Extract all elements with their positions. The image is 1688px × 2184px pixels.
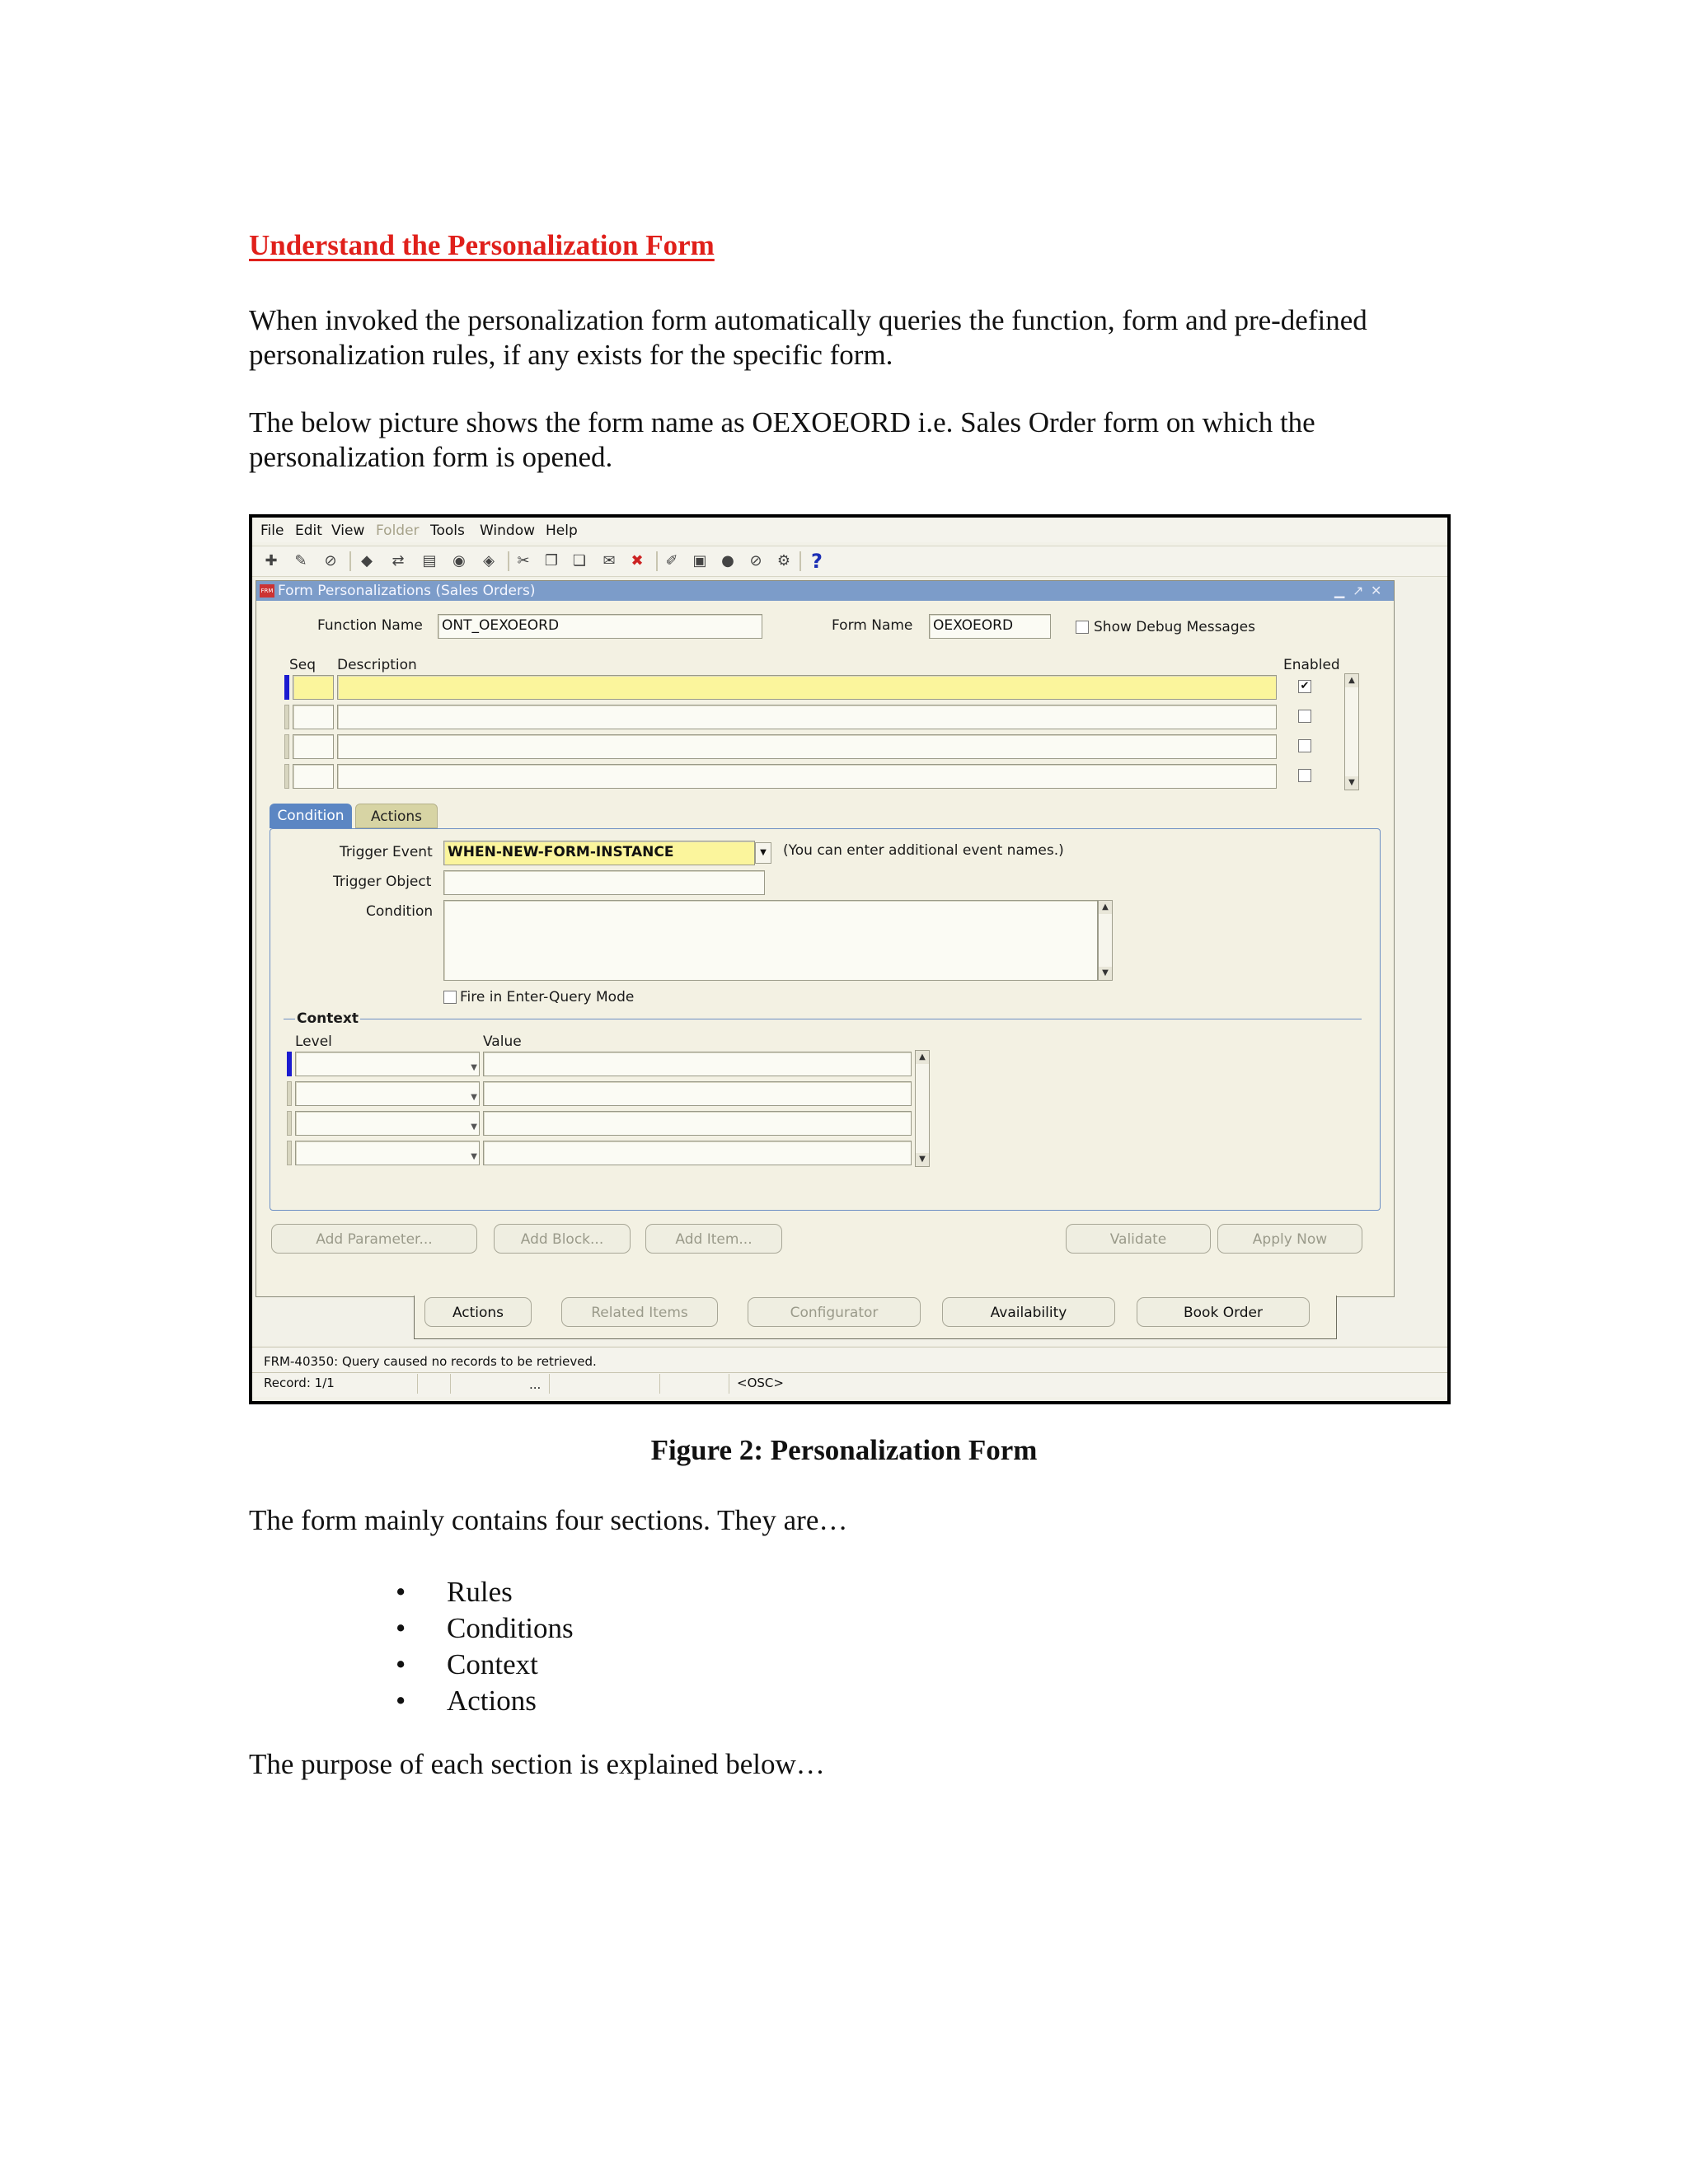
enabled-checkbox[interactable] xyxy=(1298,739,1311,752)
scroll-down-icon[interactable]: ▼ xyxy=(1345,776,1358,790)
navigator-icon[interactable]: ⊘ xyxy=(324,552,337,569)
record-indicator: Record: 1/1 xyxy=(264,1376,335,1390)
form-name-label: Form Name xyxy=(832,617,913,634)
list-item: • Actions xyxy=(396,1683,574,1719)
show-debug-label: Show Debug Messages xyxy=(1094,619,1255,635)
chevron-down-icon[interactable]: ▼ xyxy=(471,1122,477,1132)
next-step-icon[interactable]: ⇄ xyxy=(392,552,405,569)
trigger-event-label: Trigger Event xyxy=(340,844,433,860)
value-field[interactable] xyxy=(483,1052,912,1076)
personalization-form-screenshot xyxy=(249,514,1451,1404)
closing-paragraph: The purpose of each section is explained below… xyxy=(249,1748,825,1780)
menu-edit[interactable]: Edit xyxy=(295,523,322,539)
bullet-icon: • xyxy=(396,1685,406,1717)
trigger-object-field[interactable] xyxy=(443,870,765,895)
seq-field[interactable] xyxy=(293,705,334,729)
value-field[interactable] xyxy=(483,1111,912,1136)
description-field[interactable] xyxy=(337,764,1277,789)
fire-enter-query-label: Fire in Enter-Query Mode xyxy=(460,989,635,1005)
scroll-up-icon[interactable]: ▲ xyxy=(1345,674,1358,687)
value-header: Value xyxy=(483,1033,522,1050)
intro-paragraph: When invoked the personalization form automatically queries the function, form and pre-defined personalization rules, if any exists for the specific form. xyxy=(249,304,1367,371)
chevron-down-icon[interactable]: ▼ xyxy=(755,842,771,864)
rule-row-indicator xyxy=(284,734,289,759)
delete-record-icon[interactable]: ✖ xyxy=(631,552,644,569)
level-select[interactable] xyxy=(295,1081,480,1106)
trigger-event-select[interactable]: WHEN-NEW-FORM-INSTANCE xyxy=(443,841,755,865)
window-titlebar xyxy=(256,581,1394,601)
tab-actions[interactable]: Actions xyxy=(355,804,438,828)
copy-icon[interactable]: ❐ xyxy=(544,552,559,569)
edit-field-icon[interactable]: ✐ xyxy=(665,552,678,569)
section-heading: Understand the Personalization Form xyxy=(249,229,715,261)
tab-condition[interactable]: Condition xyxy=(270,804,352,828)
clear-record-icon[interactable]: ✉ xyxy=(603,552,616,569)
enabled-header: Enabled xyxy=(1283,657,1340,673)
level-header: Level xyxy=(295,1033,332,1050)
enabled-checkbox[interactable]: ✔ xyxy=(1298,680,1311,693)
show-debug-checkbox[interactable] xyxy=(1076,621,1089,634)
context-scrollbar[interactable] xyxy=(915,1050,930,1167)
description-header: Description xyxy=(337,657,417,673)
trigger-object-label: Trigger Object xyxy=(333,874,432,890)
level-select[interactable] xyxy=(295,1111,480,1136)
form-name-field[interactable]: OEXOEORD xyxy=(929,614,1051,639)
toolbar xyxy=(252,546,1447,577)
context-label: Context xyxy=(297,1010,359,1027)
actions-button[interactable]: Actions xyxy=(424,1297,532,1327)
add-item-button[interactable]: Add Item... xyxy=(645,1224,782,1254)
condition-scrollbar[interactable] xyxy=(1098,900,1113,981)
add-block-button[interactable]: Add Block... xyxy=(494,1224,631,1254)
find-icon[interactable]: ✎ xyxy=(294,552,307,569)
condition-textarea[interactable] xyxy=(443,900,1098,981)
sales-order-button-bar xyxy=(414,1296,1337,1339)
restore-icon[interactable]: ↗ xyxy=(1353,583,1364,598)
close-form-icon[interactable]: ◉ xyxy=(452,552,466,569)
new-icon[interactable]: ✚ xyxy=(265,552,278,569)
rule-row-indicator xyxy=(284,675,289,700)
zoom-icon[interactable]: ▣ xyxy=(692,552,707,569)
chevron-down-icon[interactable]: ▼ xyxy=(471,1093,477,1102)
seq-field[interactable] xyxy=(293,675,334,700)
enabled-checkbox[interactable] xyxy=(1298,769,1311,782)
print-icon[interactable]: ▤ xyxy=(422,552,437,569)
cut-icon[interactable]: ✂ xyxy=(517,552,530,569)
list-item: • Conditions xyxy=(396,1610,574,1647)
picture-description: The below picture shows the form name as OEXOEORD i.e. Sales Order form on which the personalization form is opened. xyxy=(249,406,1315,473)
context-row-indicator xyxy=(287,1141,292,1165)
rules-scrollbar[interactable] xyxy=(1344,673,1359,790)
menu-folder[interactable]: Folder xyxy=(376,523,420,539)
sections-intro: The form mainly contains four sections. They are… xyxy=(249,1504,848,1536)
attachments-icon[interactable]: ⊘ xyxy=(749,552,762,569)
save-icon[interactable]: ◆ xyxy=(361,552,373,569)
add-parameter-button[interactable]: Add Parameter... xyxy=(271,1224,477,1254)
rule-row-indicator xyxy=(284,764,289,789)
seq-field[interactable] xyxy=(293,734,334,759)
menu-help[interactable]: Help xyxy=(546,523,578,539)
figure-caption: Figure 2: Personalization Form xyxy=(650,1434,1038,1466)
personalization-window xyxy=(256,580,1395,1297)
availability-button[interactable]: Availability xyxy=(942,1297,1115,1327)
context-row-indicator xyxy=(287,1052,292,1076)
value-field[interactable] xyxy=(483,1141,912,1165)
sections-list xyxy=(396,1574,574,1719)
chevron-down-icon[interactable]: ▼ xyxy=(471,1152,477,1161)
seq-field[interactable] xyxy=(293,764,334,789)
close-icon[interactable]: ✕ xyxy=(1371,583,1382,598)
trigger-event-hint: (You can enter additional event names.) xyxy=(783,842,1064,859)
folder-tools-icon[interactable]: ⚙ xyxy=(776,552,791,569)
bullet-icon: • xyxy=(396,1612,406,1644)
menu-file[interactable]: File xyxy=(260,523,284,539)
description-field[interactable] xyxy=(337,675,1277,700)
bullet-icon: • xyxy=(396,1648,406,1680)
status-bar xyxy=(252,1347,1447,1397)
menu-window[interactable]: Window xyxy=(480,523,536,539)
validate-button[interactable]: Validate xyxy=(1066,1224,1211,1254)
translations-icon[interactable]: ● xyxy=(721,552,734,569)
status-message: FRM-40350: Query caused no records to be retrieved. xyxy=(264,1354,597,1369)
seq-header: Seq xyxy=(289,657,316,673)
menu-view[interactable]: View xyxy=(331,523,365,539)
menu-tools[interactable]: Tools xyxy=(430,523,465,539)
oracle-forms-icon: FRM xyxy=(260,584,274,598)
condition-label: Condition xyxy=(366,903,434,920)
list-item: • Rules xyxy=(396,1574,574,1610)
tab-strip xyxy=(270,804,599,830)
description-field[interactable] xyxy=(337,734,1277,759)
function-name-label: Function Name xyxy=(317,617,423,634)
scroll-down-icon[interactable]: ▼ xyxy=(916,1153,929,1166)
function-name-field[interactable]: ONT_OEXOEORD xyxy=(438,614,762,639)
list-item: • Context xyxy=(396,1647,574,1683)
related-items-button[interactable]: Related Items xyxy=(561,1297,718,1327)
status-dots: ... xyxy=(529,1377,542,1392)
level-select[interactable] xyxy=(295,1141,480,1165)
scroll-down-icon[interactable]: ▼ xyxy=(1099,967,1112,980)
minimize-icon[interactable]: ▁ xyxy=(1334,583,1345,598)
configurator-button[interactable]: Configurator xyxy=(748,1297,921,1327)
context-row-indicator xyxy=(287,1111,292,1136)
enabled-checkbox[interactable] xyxy=(1298,710,1311,723)
paste-icon[interactable]: ❏ xyxy=(572,552,587,569)
fire-enter-query-checkbox[interactable] xyxy=(443,991,457,1004)
value-field[interactable] xyxy=(483,1081,912,1106)
condition-panel xyxy=(270,828,1381,1211)
level-select[interactable] xyxy=(295,1052,480,1076)
apply-now-button[interactable]: Apply Now xyxy=(1217,1224,1362,1254)
context-row-indicator xyxy=(287,1081,292,1106)
rule-row-indicator xyxy=(284,705,289,729)
scroll-up-icon[interactable]: ▲ xyxy=(1099,901,1112,914)
bullet-icon: • xyxy=(396,1576,406,1608)
menu-bar xyxy=(252,518,1447,542)
chevron-down-icon[interactable]: ▼ xyxy=(471,1063,477,1072)
description-field[interactable] xyxy=(337,705,1277,729)
scroll-up-icon[interactable]: ▲ xyxy=(916,1051,929,1064)
window-title: Form Personalizations (Sales Orders) xyxy=(278,583,536,599)
book-order-button[interactable]: Book Order xyxy=(1137,1297,1310,1327)
attach-icon[interactable]: ◈ xyxy=(483,552,495,569)
osc-indicator: <OSC> xyxy=(737,1376,784,1390)
help-icon[interactable]: ? xyxy=(811,550,823,573)
